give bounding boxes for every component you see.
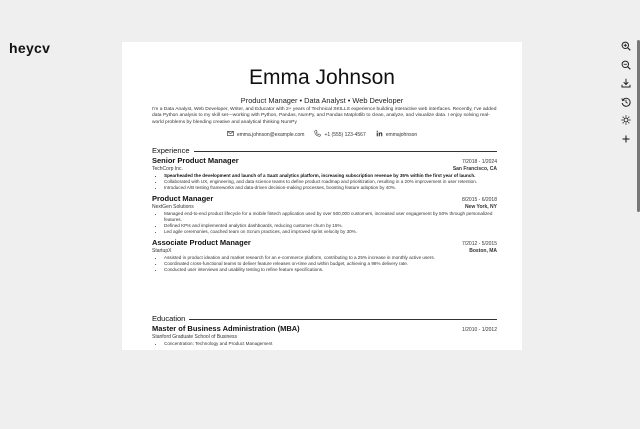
download-icon xyxy=(621,75,631,93)
job-role: Associate Product Manager xyxy=(152,238,251,247)
email-text: emma.johnson@example.com xyxy=(236,131,305,138)
contact-row xyxy=(122,130,522,139)
resume-page xyxy=(122,42,522,350)
job-bullet: • Managed end-to-end product lifecycle for a mobile fintech application used by over 500,000 customers, increased user engagement by 50% through personalized features. xyxy=(164,211,497,223)
history-icon xyxy=(621,94,631,112)
education-section xyxy=(152,314,497,347)
job-bullet: • Collaborated with UX, engineering, and data science teams to define product roadmap and prioritization, resulting in a 20% improvement in user retention. xyxy=(164,179,497,185)
phone-text: +1 (555) 123-4567 xyxy=(324,131,366,138)
job-company: StartupX xyxy=(152,247,172,254)
job-entry xyxy=(152,238,497,273)
app-logo[interactable]: heycv xyxy=(9,40,51,56)
resume-summary: I'm a Data Analyst, Web Developer, Writer, and Educator with 2+ years of Technical SKILLS experience building interactive web interfaces. Recently, I've added data Python analysis to my skill set—working with Python, Pandas, NumPy, and Pandas Matplotlib to clean, analyze, and visualize data. I enjoy solving real-world problems by blending creative and analytical thinking NumPy xyxy=(152,107,497,125)
education-heading-text: Education xyxy=(152,314,186,323)
job-role: Product Manager xyxy=(152,194,214,203)
download-button[interactable] xyxy=(619,77,633,91)
job-location: Boston, MA xyxy=(469,247,497,254)
contact-phone[interactable] xyxy=(314,130,365,139)
mail-icon xyxy=(227,130,237,139)
job-dates: 8/2015 - 6/2018 xyxy=(461,197,497,203)
experience-heading-text: Experience xyxy=(152,146,190,155)
job-dates: 7/2018 - 1/2024 xyxy=(461,159,497,165)
experience-section xyxy=(152,146,497,273)
linkedin-icon xyxy=(376,130,386,139)
section-divider xyxy=(194,151,497,152)
education-dates: 1/2010 - 1/2012 xyxy=(461,327,497,333)
contact-email[interactable] xyxy=(227,130,305,139)
job-bullet: • Coordinated cross-functional teams to deliver feature releases on-time and within budget, achieving a 98% delivery rate. xyxy=(164,261,497,267)
zoom-out-icon xyxy=(621,57,631,75)
viewer-toolbar xyxy=(618,40,634,151)
history-button[interactable] xyxy=(619,96,633,110)
contact-linkedin[interactable] xyxy=(376,130,417,139)
add-icon xyxy=(621,131,631,149)
job-bullet: • Conducted user interviews and usability testing to refine feature specifications. xyxy=(164,267,497,273)
zoom-in-button[interactable] xyxy=(619,40,633,54)
job-company: NextGen Solutions xyxy=(152,203,194,210)
job-bullet: • Led agile ceremonies, coached team on Scrum practices, and improved sprint velocity by 30%. xyxy=(164,229,497,235)
zoom-out-button[interactable] xyxy=(619,59,633,73)
job-entry xyxy=(152,156,497,191)
education-bullet: • Concentration: Technology and Product Management xyxy=(164,341,497,347)
job-entry xyxy=(152,194,497,235)
theme-icon xyxy=(621,112,631,130)
zoom-in-icon xyxy=(621,38,631,56)
job-bullet: • Assisted in product ideation and market research for an e-commerce platform, contributing to a 25% increase in monthly active users. xyxy=(164,255,497,261)
job-location: San Francisco, CA xyxy=(452,165,497,172)
job-location: New York, NY xyxy=(464,203,497,210)
education-school: Stanford Graduate School of Business xyxy=(152,333,238,340)
experience-heading xyxy=(152,146,497,155)
resume-title: Product Manager • Data Analyst • Web Developer xyxy=(240,96,404,105)
education-degree: Master of Business Administration (MBA) xyxy=(152,324,300,333)
job-bullet: • Spearheaded the development and launch of a SaaS analytics platform, increasing subscription revenue by 35% within the first year of launch. xyxy=(164,173,497,179)
section-divider xyxy=(189,319,497,320)
job-role: Senior Product Manager xyxy=(152,156,239,165)
add-button[interactable] xyxy=(619,133,633,147)
linkedin-text: emmajohnson xyxy=(385,131,418,138)
resume-name: Emma Johnson xyxy=(249,66,395,89)
phone-icon xyxy=(314,130,324,139)
job-dates: 7/2012 - 5/2015 xyxy=(461,241,497,247)
job-company: TechCorp Inc. xyxy=(152,165,183,172)
job-bullet: • Defined KPIs and implemented analytics dashboards, reducing customer churn by 15%. xyxy=(164,223,497,229)
education-heading xyxy=(152,314,497,323)
job-bullet: • Introduced A/B testing frameworks and data-driven decision-making processes, boosting feature adoption by 40%. xyxy=(164,185,497,191)
theme-button[interactable] xyxy=(619,114,633,128)
